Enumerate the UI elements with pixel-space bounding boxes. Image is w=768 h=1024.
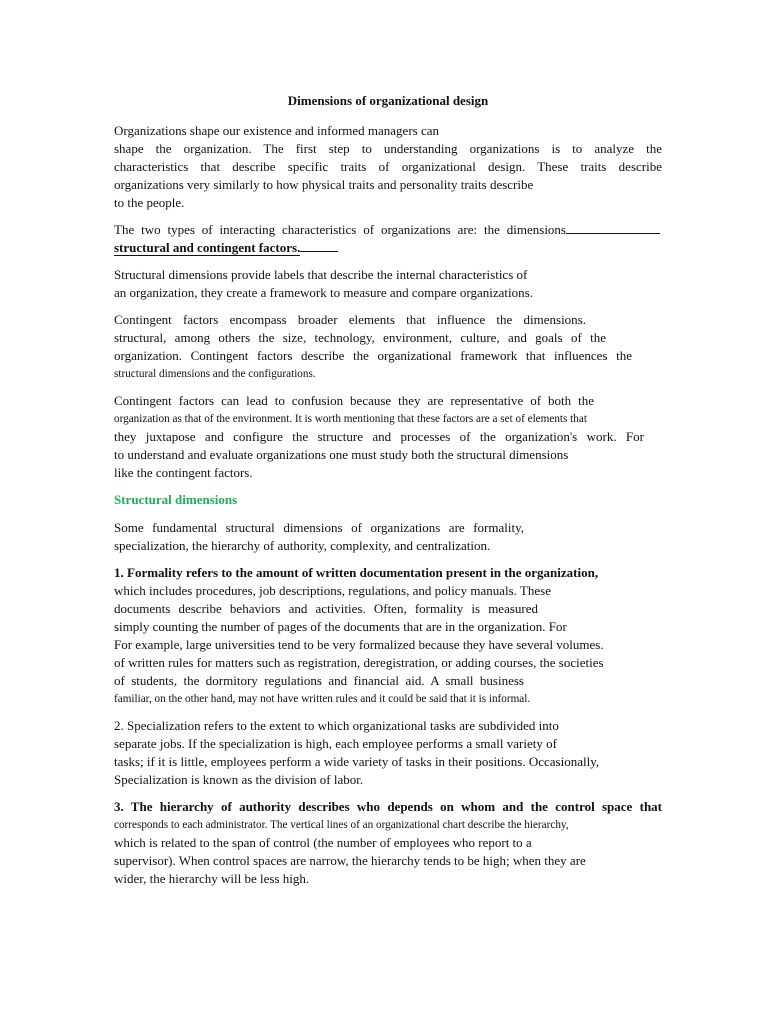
text-line: Specialization is known as the division of labor. <box>114 772 364 787</box>
text-line: like the contingent factors. <box>114 465 253 480</box>
text-line: organizations very similarly to how physical traits and personality traits describe <box>114 177 534 192</box>
text-line: For example, large universities tend to be very formalized because they have several volumes. <box>114 637 604 652</box>
underline-rule <box>300 239 338 252</box>
text-line: an organization, they create a framework to measure and compare organizations. <box>114 285 533 300</box>
text-line: structural, among others the size, technology, environment, culture, and goals of the <box>114 330 606 345</box>
text-line: wider, the hierarchy will be less high. <box>114 871 310 886</box>
text-line: to understand and evaluate organizations one must study both the structural dimensions <box>114 447 569 462</box>
text-line: documents describe behaviors and activities. Often, formality is measured <box>114 601 538 616</box>
text-line-bold <box>114 239 662 257</box>
text-line: they juxtapose and configure the structure and processes of the organization's work. For <box>114 429 644 444</box>
document-page <box>114 92 662 897</box>
text-line: The two types of interacting characteristics of organizations are: the dimensions <box>114 222 566 237</box>
text-line-bold: 3. The hierarchy of authority describes who depends on whom and the control space that <box>114 799 662 814</box>
text-line: familiar, on the other hand, may not have written rules and it could be said that it is informal. <box>114 693 531 705</box>
bold-underlined-text: structural and contingent factors. <box>114 240 301 255</box>
text-line: which is related to the span of control (the number of employees who report to a <box>114 835 532 850</box>
paragraph-fundamental <box>114 519 662 555</box>
text-line: of written rules for matters such as registration, deregistration, or adding courses, the societies <box>114 655 604 670</box>
text-line: supervisor). When control spaces are narrow, the hierarchy tends to be high; when they are <box>114 853 586 868</box>
text-line: Structural dimensions provide labels that describe the internal characteristics of <box>114 267 528 282</box>
document-title: Dimensions of organizational design <box>287 93 489 108</box>
text-line: structural dimensions and the configurations. <box>114 368 316 380</box>
text-line: tasks; if it is little, employees perform a wide variety of tasks in their positions. Occasionally, <box>114 754 600 769</box>
text-line: which includes procedures, job descriptions, regulations, and policy manuals. These <box>114 583 551 598</box>
paragraph-contingent <box>114 311 662 383</box>
underline-rule <box>566 221 660 234</box>
text-line-bold: 1. Formality refers to the amount of written documentation present in the organization, <box>114 565 599 580</box>
text-line: to the people. <box>114 195 185 210</box>
text-line: characteristics that describe specific traits of organizational design. These traits describe <box>114 159 662 174</box>
paragraph-confusion <box>114 392 662 482</box>
text-line: organization as that of the environment. It is worth mentioning that these factors are a set of elements that <box>114 413 587 425</box>
paragraph-formality <box>114 564 662 708</box>
text-line: simply counting the number of pages of the documents that are in the organization. For <box>114 619 567 634</box>
text-line: 2. Specialization refers to the extent to which organizational tasks are subdivided into <box>114 718 559 733</box>
paragraph-structural <box>114 266 662 302</box>
section-heading: Structural dimensions <box>114 492 238 507</box>
text-line: Contingent factors can lead to confusion because they are representative of both the <box>114 393 594 408</box>
paragraph-hierarchy <box>114 798 662 888</box>
text-line: Contingent factors encompass broader elements that influence the dimensions. <box>114 312 586 327</box>
paragraph-intro <box>114 122 662 212</box>
text-line: of students, the dormitory regulations and financial aid. A small business <box>114 673 524 688</box>
text-line: organization. Contingent factors describe the organizational framework that influences the <box>114 348 632 363</box>
text-line: Some fundamental structural dimensions of organizations are formality, <box>114 520 524 535</box>
paragraph-two-types <box>114 221 662 257</box>
text-line: separate jobs. If the specialization is high, each employee performs a small variety of <box>114 736 557 751</box>
text-line: specialization, the hierarchy of authority, complexity, and centralization. <box>114 538 491 553</box>
text-line: corresponds to each administrator. The vertical lines of an organizational chart describe the hierarchy, <box>114 819 569 831</box>
text-line: shape the organization. The first step to understanding organizations is to analyze the <box>114 141 662 156</box>
text-line: Organizations shape our existence and informed managers can <box>114 123 439 138</box>
paragraph-specialization <box>114 717 662 789</box>
